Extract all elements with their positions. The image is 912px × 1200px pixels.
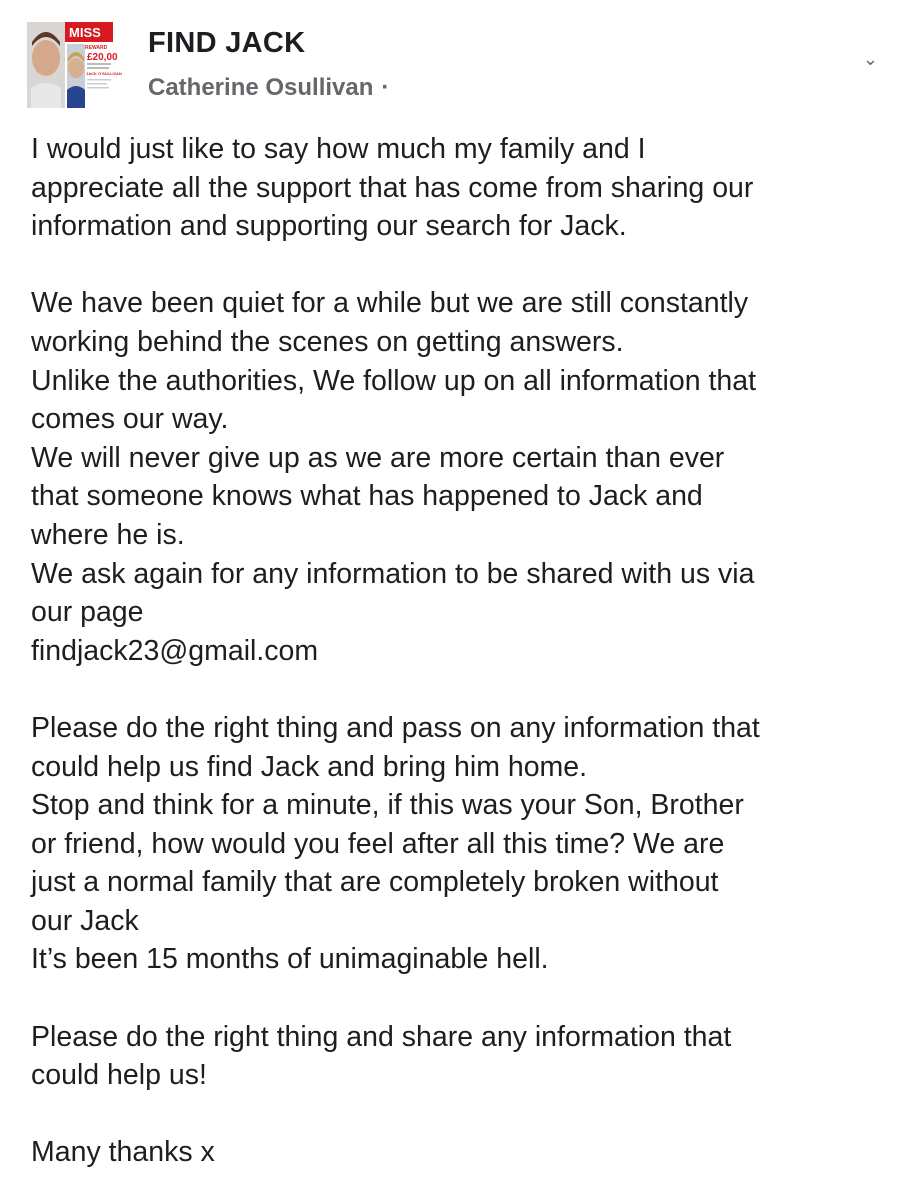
post-line: appreciate all the support that has come from sharing our	[31, 171, 754, 204]
post-line: Stop and think for a minute, if this was your Son, Brother	[31, 789, 744, 822]
post-paragraph	[31, 1018, 896, 1095]
post-line: Unlike the authorities, We follow up on all information that	[31, 364, 757, 397]
post-paragraph	[31, 284, 896, 670]
post-line: or friend, how would you feel after all this time? We are	[31, 827, 725, 860]
svg-text:MISS: MISS	[69, 25, 101, 40]
chevron-down-icon[interactable]: ⌄	[862, 49, 878, 69]
post-line: comes our way.	[31, 403, 229, 436]
svg-text:£20,00: £20,00	[87, 52, 118, 63]
svg-text:JACK O'SULLIVAN: JACK O'SULLIVAN	[86, 71, 122, 76]
group-avatar[interactable]	[27, 22, 122, 108]
post-line: could help us!	[31, 1059, 207, 1092]
post-paragraph	[31, 709, 896, 979]
post-signoff: Many thanks x	[31, 1136, 215, 1169]
email-text: findjack23@gmail.com	[31, 634, 319, 667]
group-name[interactable]: FIND JACK	[148, 27, 306, 59]
post-line: It’s been 15 months of unimaginable hell.	[31, 943, 549, 976]
post-paragraph	[31, 130, 896, 246]
missing-poster-image	[27, 22, 122, 108]
post-header	[0, 0, 912, 120]
post-line: We ask again for any information to be shared with us via	[31, 557, 755, 590]
post-line: Please do the right thing and share any information that	[31, 1020, 732, 1053]
post-line: Please do the right thing and pass on any information that	[31, 711, 760, 744]
post-paragraph	[31, 1133, 896, 1172]
post-body	[31, 130, 896, 1172]
post-line: We will never give up as we are more certain than ever	[31, 441, 725, 474]
post-line: our page	[31, 596, 144, 629]
post-line: where he is.	[31, 518, 185, 551]
post-line: could help us find Jack and bring him home.	[31, 750, 588, 783]
post-line: that someone knows what has happened to Jack and	[31, 480, 703, 513]
post-line: I would just like to say how much my family and I	[31, 133, 646, 165]
post-line: just a normal family that are completely broken without	[31, 866, 719, 899]
post-line: our Jack	[31, 904, 139, 937]
post-meta	[148, 74, 389, 102]
post-line: We have been quiet for a while but we are still constantly	[31, 287, 749, 320]
post-line: information and supporting our search for Jack.	[31, 210, 627, 243]
separator-dot: ·	[381, 74, 390, 101]
post-line: working behind the scenes on getting answers.	[31, 325, 624, 358]
svg-text:REWARD: REWARD	[85, 45, 108, 51]
author-name[interactable]: Catherine Osullivan	[148, 74, 374, 101]
